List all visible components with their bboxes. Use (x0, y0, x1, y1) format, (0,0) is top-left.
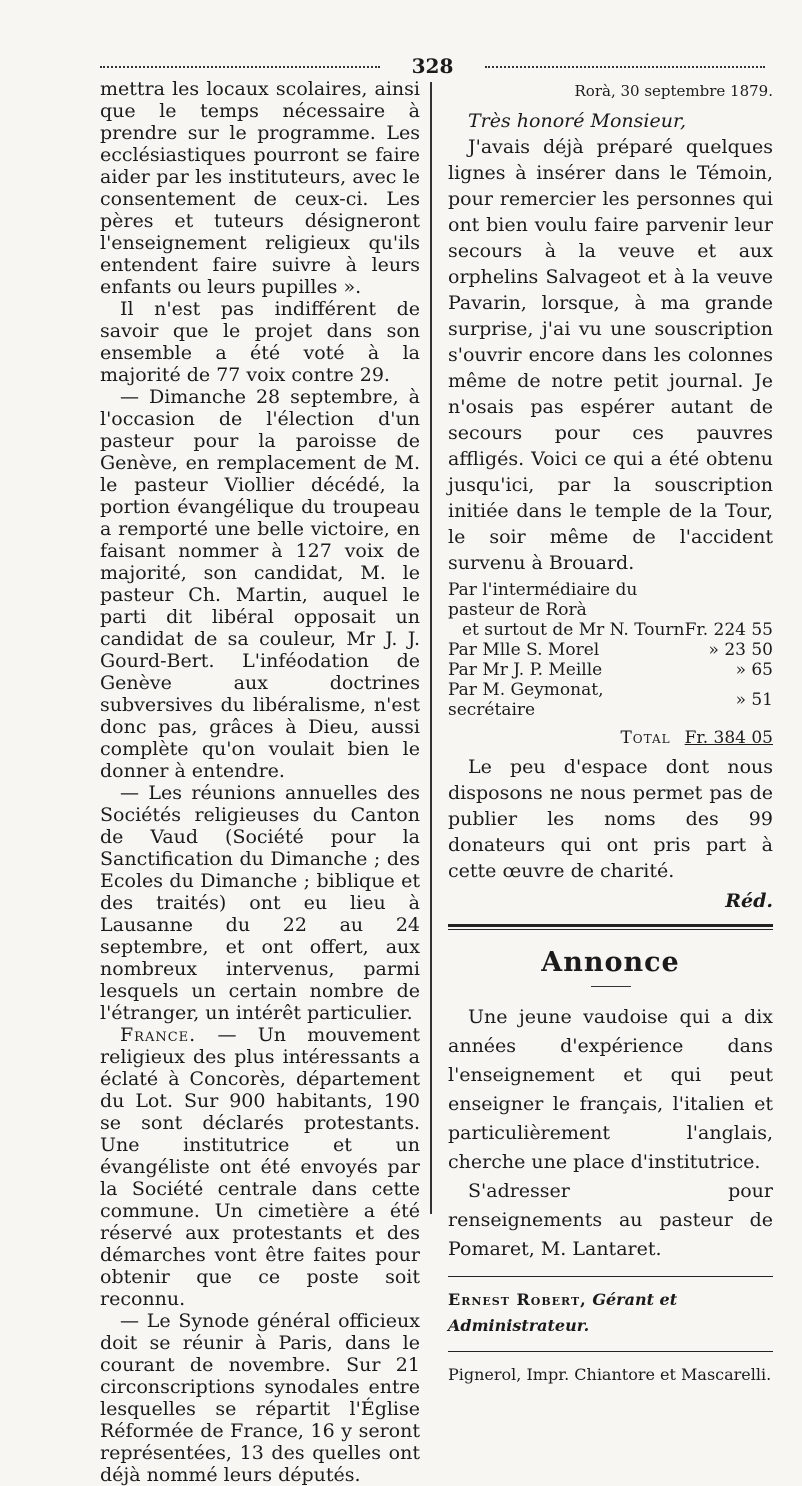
section-rule (448, 924, 773, 927)
left-column (100, 78, 420, 1486)
header-rule-left (100, 66, 380, 68)
annonce-rule (591, 986, 631, 987)
donation-amount: Fr. 224 55 (684, 620, 773, 640)
annonce-contact: S'adresser pour renseignements au pasteur de Pomaret, M. Lantaret. (448, 1180, 773, 1260)
table-row (448, 620, 773, 640)
gerant-line (448, 1287, 773, 1339)
right-column (448, 78, 773, 1388)
donations-table (448, 580, 773, 748)
donation-label: Par Mr J. P. Meille (448, 660, 603, 680)
paragraph: Il n'est pas indifférent de savoir que le projet dans son ensemble a été voté à la majorité de 77 voix contre 29. (100, 298, 420, 386)
page-header (100, 54, 765, 78)
column-divider (430, 82, 432, 1214)
france-paragraph (100, 1024, 420, 1310)
total-label: Total (620, 728, 671, 748)
total-row (448, 720, 773, 748)
header-rule-right (485, 66, 765, 68)
table-row (448, 680, 773, 720)
table-row (448, 660, 773, 680)
section-rule-thin (448, 929, 773, 930)
letter-greeting: Très honoré Monsieur, (468, 110, 686, 132)
donation-amount: » 23 50 (708, 640, 773, 660)
paragraph: — Les réunions annuelles des Sociétés religieuses du Canton de Vaud (Société pour la Sanctification du Dimanche ; des Ecoles du Dimanche ; biblique et des traités) ont eu lieu à Lausanne du 22 au 24 septembre, et ont offert, aux nombreux intervenus, parmi lesquels un certain nombre de l'étranger, un intérêt particulier. (100, 782, 420, 1024)
donation-amount: » 51 (735, 690, 773, 710)
paragraph: — Dimanche 28 septembre, à l'occasion de l'élection d'un pasteur pour la paroisse de Genève, en remplacement de M. le pasteur Viollier décédé, la portion évangélique du troupeau a remporté une belle victoire, en faisant nommer à 127 voix de majorité, son candidat, M. le pasteur Ch. Martin, auquel le parti dit libéral opposait un candidat de sa couleur, Mr J. J. Gourd-Bert. L'inféodation de Genève aux doctrines subversives du libéralisme, n'est donc pas, grâces à Dieu, aussi complète qu'on voulait bien le donner à entendre. (100, 386, 420, 782)
annonce-body: Une jeune vaudoise qui a dix années d'expérience dans l'enseignement et qui peut enseigner le français, l'italien et particulièrement l'anglais, cherche une place d'institutrice. (448, 1006, 773, 1173)
paragraph: — Le Synode général officieux doit se réunir à Paris, dans le courant de novembre. Sur 21 circonscriptions synodales entre lesquelles se répartit l'Église Réformée de France, 16 y seront représentées, 13 des quelles ont déjà nommé leurs députés. (100, 1310, 420, 1486)
paragraph: mettra les locaux scolaires, ainsi que le temps nécessaire à prendre sur le programme. Les ecclésiastiques pourront se faire aider par les instituteurs, avec le consentement de ceux-ci. Les pères et tuteurs désigneront l'enseignement religieux qu'ils entendent faire suivre à leurs enfants ou leurs pupilles ». (100, 78, 420, 298)
printer-line: Pignerol, Impr. Chiantore et Mascarelli. (448, 1365, 772, 1384)
france-text: — Un mouvement religieux des plus intéressants a éclaté à Concorès, département du Lot. Sur 900 habitants, 190 se sont déclarés protestants. Une institutrice et un évangéliste ont été envoyés par la Société centrale dans cette commune. Un cimetière a été réservé aux protestants et des démarches vont être faites pour obtenir que ce poste soit reconnu. (100, 1024, 420, 1310)
donation-label: Par M. Geymonat, secrétaire (448, 680, 604, 720)
gerant-name: Ernest Robert, (448, 1290, 587, 1309)
letter-dateline: Rorà, 30 septembre 1879. (574, 82, 773, 100)
gerant-title: Gérant et Administrateur. (448, 1290, 678, 1335)
closing-paragraph: Le peu d'espace dont nous disposons ne nous permet pas de publier les noms des 99 donateurs qui ont pris part à cette œuvre de charité. (448, 756, 773, 882)
footer-rule-2 (448, 1351, 773, 1352)
signoff: Réd. (725, 890, 773, 912)
annonce-section (448, 1003, 773, 1264)
total-amount: Fr. 384 05 (684, 728, 773, 748)
donation-amount (685, 580, 773, 620)
table-row (448, 640, 773, 660)
donation-label: Par l'intermédiaire du pasteur de Rorà (448, 580, 638, 620)
france-label: France. (120, 1024, 197, 1046)
table-row (448, 580, 773, 620)
donation-label: Par Mlle S. Morel (448, 640, 600, 660)
letter-body: J'avais déjà préparé quelques lignes à insérer dans le Témoin, pour remercier les personnes qui ont bien voulu faire parvenir leur secours à la veuve et aux orphelins Salvageot et à la veuve Pavarin, lorsque, à ma grande surprise, j'ai vu une souscription s'ouvrir encore dans les colonnes même de notre petit journal. Je n'osais pas espérer autant de secours pour ces pauvres affligés. Voici ce qui a été obtenu jusqu'ici, par la souscription initiée dans le temple de la Tour, le soir même de l'accident survenu à Brouard. (448, 136, 773, 574)
footer-rule (448, 1276, 773, 1277)
donation-amount: » 65 (735, 660, 773, 680)
donation-label: et surtout de Mr N. Tourn (462, 620, 685, 640)
page-number: 328 (411, 54, 454, 78)
annonce-title: Annonce (541, 947, 680, 978)
